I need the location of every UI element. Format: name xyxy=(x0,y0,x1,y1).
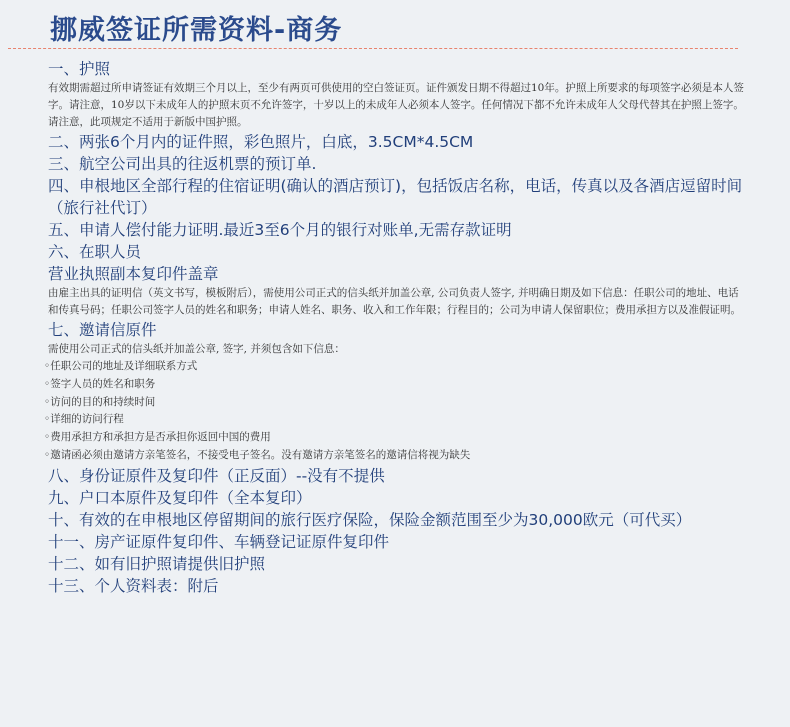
finance-heading: 五、申请人偿付能力证明.最近3至6个月的银行对账单,无需存款证明 xyxy=(48,221,512,239)
hotel-heading: 四、申根地区全部行程的住宿证明(确认的酒店预订)，包括饭店名称，电话，传真以及各酒店逗留时间（旅行社代订） xyxy=(48,177,743,217)
old-passport-heading: 十二、如有旧护照请提供旧护照 xyxy=(48,554,266,573)
invitation-bullet: ◦邀请函必须由邀请方亲笔签名，不接受电子签名。没有邀请方亲笔签名的邀请信将视为缺失 xyxy=(44,448,471,461)
invitation-bullet: ◦任职公司的地址及详细联系方式 xyxy=(44,360,198,372)
requirements-list xyxy=(44,58,748,597)
hukou-heading: 九、户口本原件及复印件（全本复印） xyxy=(48,488,312,507)
id-card-heading: 八、身份证原件及复印件（正反面）--没有不提供 xyxy=(48,466,385,485)
invitation-bullet: ◦访问的目的和持续时间 xyxy=(44,395,156,408)
invitation-heading: 七、邀请信原件 xyxy=(48,321,157,339)
license-heading: 营业执照副本复印件盖章 xyxy=(48,265,219,283)
photo-heading: 二、两张6个月内的证件照，彩色照片，白底，3.5CM*4.5CM xyxy=(48,133,474,151)
employed-heading: 六、在职人员 xyxy=(48,243,142,261)
page-title: 挪威签证所需资料-商务 xyxy=(50,15,343,46)
property-heading: 十一、房产证原件复印件、车辆登记证原件复印件 xyxy=(48,532,390,551)
invitation-bullet: ◦详细的访问行程 xyxy=(44,413,124,426)
title-divider xyxy=(8,48,738,49)
passport-body: 有效期需超过所申请签证有效期三个月以上，至少有两页可供使用的空白签证页。证件颁发日期不得超过10年。护照上所要求的每项签字必须是本人签字。请注意，10岁以下未成年人的护照末页不允许签字，十岁以上的未成年人必须本人签字。任何情况下都不允许未成年人父母代替其在护照上签字。请注意，此项规定不适用于新版中国护照。 xyxy=(48,82,744,128)
passport-heading: 一、护照 xyxy=(48,60,111,78)
invitation-bullet: ◦费用承担方和承担方是否承担你返回中国的费用 xyxy=(44,431,271,444)
insurance-heading: 十、有效的在申根地区停留期间的旅行医疗保险，保险金额范围至少为30,000欧元（可代买） xyxy=(48,510,692,529)
invitation-intro: 需使用公司正式的信头纸并加盖公章, 签字, 并须包含如下信息： xyxy=(48,343,345,355)
ticket-heading: 三、航空公司出具的往返机票的预订单. xyxy=(48,155,317,173)
invitation-bullet: ◦签字人员的姓名和职务 xyxy=(44,377,156,390)
personal-form-heading: 十三、个人资料表：附后 xyxy=(48,576,219,595)
employer-letter-body: 由雇主出具的证明信（英文书写，模板附后），需使用公司正式的信头纸并加盖公章, 公司负责人签字, 并明确日期及如下信息：任职公司的地址、电话和传真号码；任职公司签字人员的姓名和职务；申请人姓名、职务、收入和工作年限；行程目的；公司为申请人保留职位；费用承担方以及准假证明。 xyxy=(48,287,741,316)
